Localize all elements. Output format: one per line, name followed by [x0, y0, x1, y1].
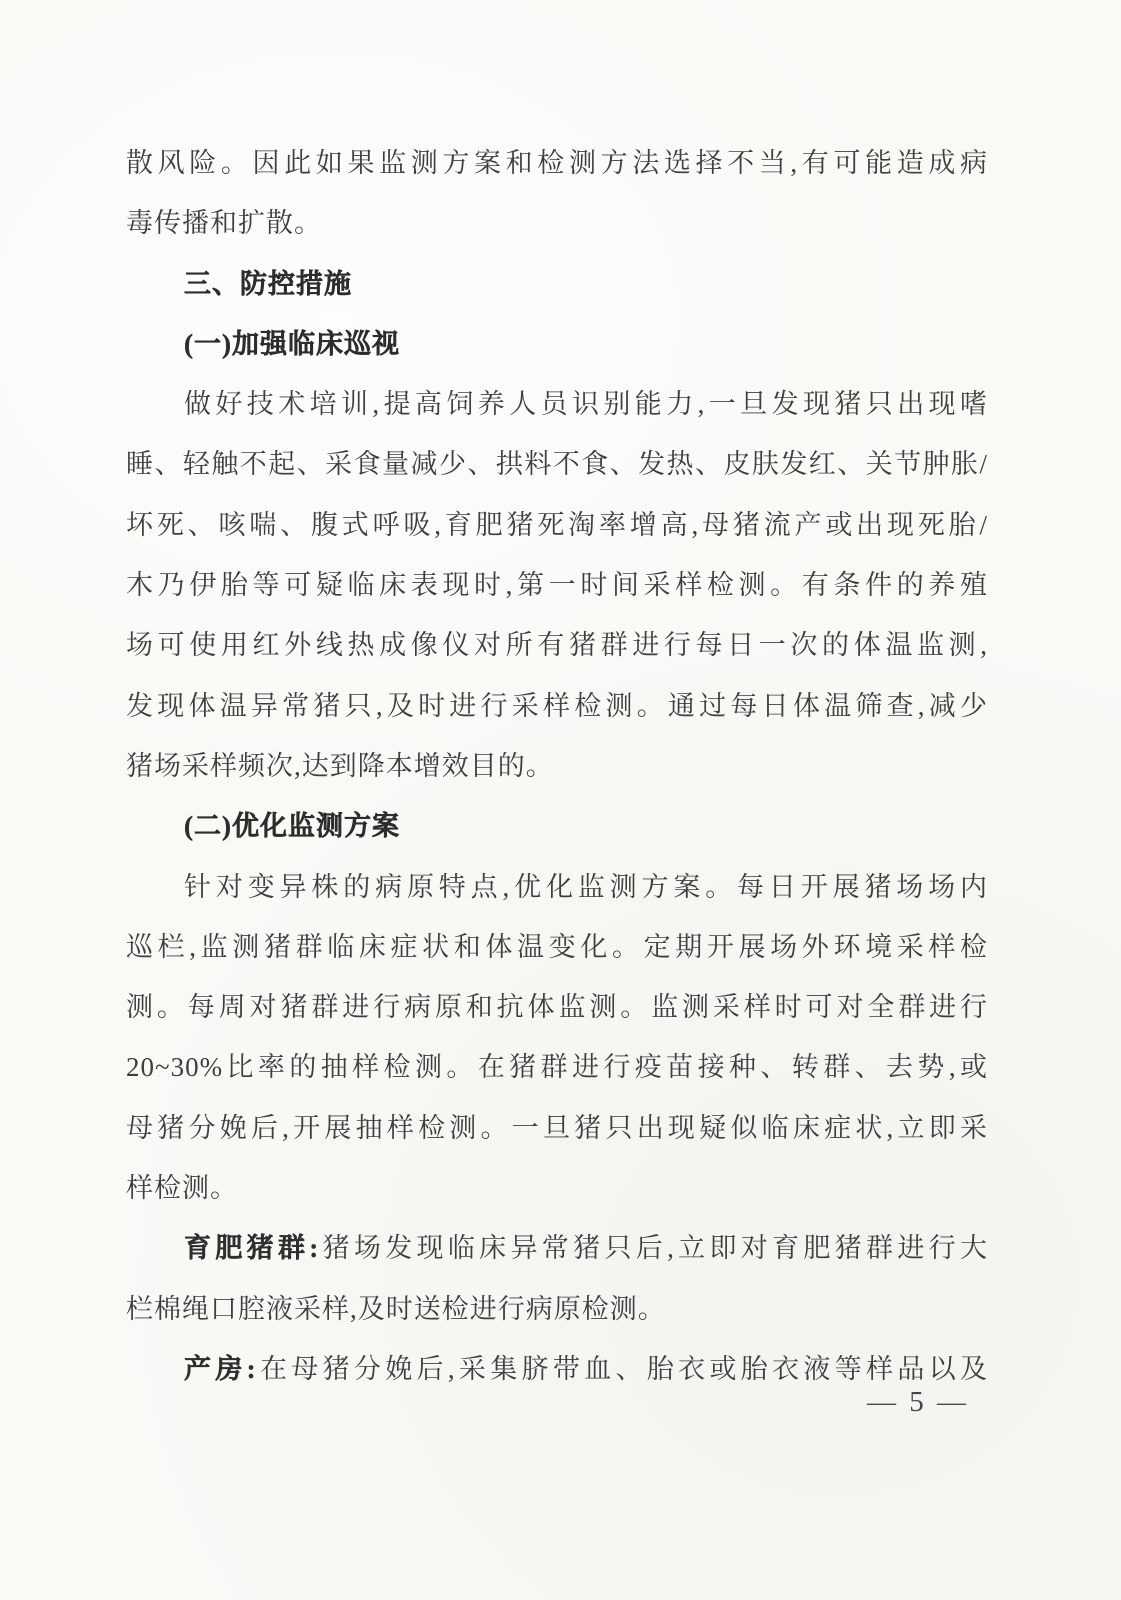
bold-lead: 产房:: [184, 1353, 257, 1384]
text-line: 发现体温异常猪只,及时进行采样检测。通过每日体温筛查,减少: [126, 690, 988, 721]
page-number: — 5 —: [867, 1386, 969, 1418]
section-heading: (一)加强临床巡视: [184, 328, 400, 359]
text-line: 毒传播和扩散。: [126, 208, 322, 239]
text-line: 针对变异株的病原特点,优化监测方案。每日开展猪场场内: [184, 871, 988, 902]
section-heading: 三、防控措施: [184, 268, 352, 299]
text-line: 栏棉绳口腔液采样,及时送检进行病原检测。: [126, 1293, 666, 1324]
text-line: 场可使用红外线热成像仪对所有猪群进行每日一次的体温监测,: [126, 630, 988, 661]
text-line: 巡栏,监测猪群临床症状和体温变化。定期开展场外环境采样检: [126, 931, 988, 962]
text-line: 产房:在母猪分娩后,采集脐带血、胎衣或胎衣液等样品以及: [184, 1353, 988, 1384]
text-line: 猪场采样频次,达到降本增效目的。: [126, 750, 554, 781]
text-line: 样检测。: [126, 1173, 238, 1204]
text-line: 散风险。因此如果监测方案和检测方法选择不当,有可能造成病: [126, 148, 988, 178]
text-line: 测。每周对猪群进行病原和抗体监测。监测采样时可对全群进行: [126, 992, 988, 1023]
text-line: 做好技术培训,提高饲养人员识别能力,一旦发现猪只出现嗜: [184, 389, 988, 420]
text-block: [126, 133, 988, 1399]
bold-lead: 育肥猪群:: [184, 1233, 320, 1264]
text-line: 坏死、咳喘、腹式呼吸,育肥猪死淘率增高,母猪流产或出现死胎/: [126, 509, 988, 540]
text-line: 20~30%比率的抽样检测。在猪群进行疫苗接种、转群、去势,或: [126, 1052, 988, 1083]
text-line: 木乃伊胎等可疑临床表现时,第一时间采样检测。有条件的养殖: [126, 570, 988, 601]
text-line: 睡、轻触不起、采食量减少、拱料不食、发热、皮肤发红、关节肿胀/: [126, 449, 988, 480]
text-line: 母猪分娩后,开展抽样检测。一旦猪只出现疑似临床症状,立即采: [126, 1112, 988, 1143]
text-line: 育肥猪群:猪场发现临床异常猪只后,立即对育肥猪群进行大: [184, 1233, 988, 1264]
section-heading: (二)优化监测方案: [184, 811, 400, 842]
